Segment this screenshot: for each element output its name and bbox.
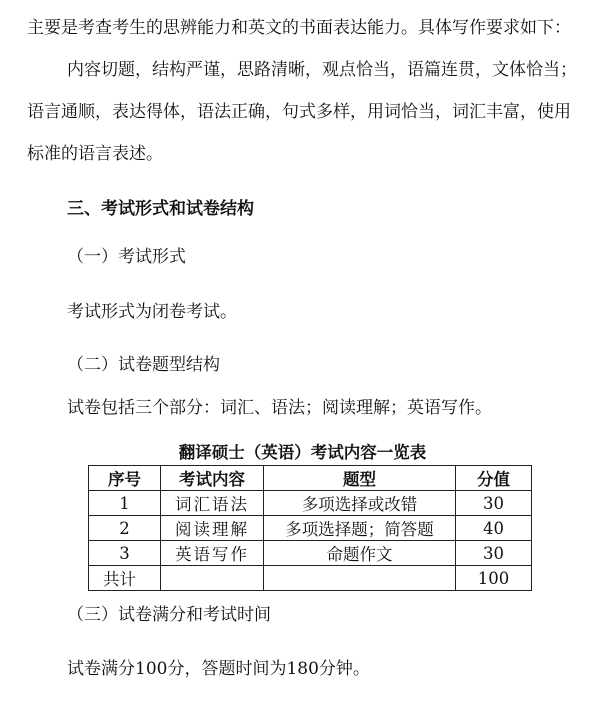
cell-number: 2	[89, 516, 161, 541]
table-row	[89, 491, 532, 516]
section-heading: 三、考试形式和试卷结构	[67, 199, 254, 219]
cell-content: 词汇语法	[161, 491, 264, 516]
cell-score: 40	[456, 516, 532, 541]
subsection-1-heading: （一）考试形式	[67, 247, 186, 267]
subsection-1-body: 考试形式为闭卷考试。	[67, 302, 237, 322]
exam-content-table	[88, 465, 532, 591]
cell-type: 多项选择或改错	[264, 491, 456, 516]
cell-total-content	[161, 566, 264, 591]
cell-total-score: 100	[456, 566, 532, 591]
paragraph-requirements-line-1: 内容切题，结构严谨，思路清晰，观点恰当，语篇连贯，文体恰当；	[67, 60, 577, 80]
subsection-3-body: 试卷满分100分，答题时间为180分钟。	[67, 659, 370, 679]
subsection-2-body: 试卷包括三个部分：词汇、语法；阅读理解；英语写作。	[67, 398, 492, 418]
header-type: 题型	[264, 466, 456, 491]
cell-type: 命题作文	[264, 541, 456, 566]
subsection-3-heading: （三）试卷满分和考试时间	[67, 605, 271, 625]
table-row	[89, 541, 532, 566]
paragraph-intro-line: 主要是考查考生的思辨能力和英文的书面表达能力。具体写作要求如下：	[27, 18, 571, 38]
cell-content: 英语写作	[161, 541, 264, 566]
paragraph-requirements-line-2: 语言通顺，表达得体，语法正确，句式多样，用词恰当，词汇丰富，使用	[27, 102, 571, 122]
cell-number: 3	[89, 541, 161, 566]
cell-total-label: 共计	[89, 566, 161, 591]
cell-type: 多项选择题；简答题	[264, 516, 456, 541]
cell-score: 30	[456, 541, 532, 566]
subsection-2-heading: （二）试卷题型结构	[67, 355, 220, 375]
header-number: 序号	[89, 466, 161, 491]
header-score: 分值	[456, 466, 532, 491]
table-total-row	[89, 566, 532, 591]
header-content: 考试内容	[161, 466, 264, 491]
cell-total-type	[264, 566, 456, 591]
table-header-row	[89, 466, 532, 491]
table-caption: 翻译硕士（英语）考试内容一览表	[178, 443, 427, 462]
paragraph-requirements-line-3: 标准的语言表述。	[27, 144, 163, 164]
cell-number: 1	[89, 491, 161, 516]
cell-content: 阅读理解	[161, 516, 264, 541]
cell-score: 30	[456, 491, 532, 516]
table-row	[89, 516, 532, 541]
